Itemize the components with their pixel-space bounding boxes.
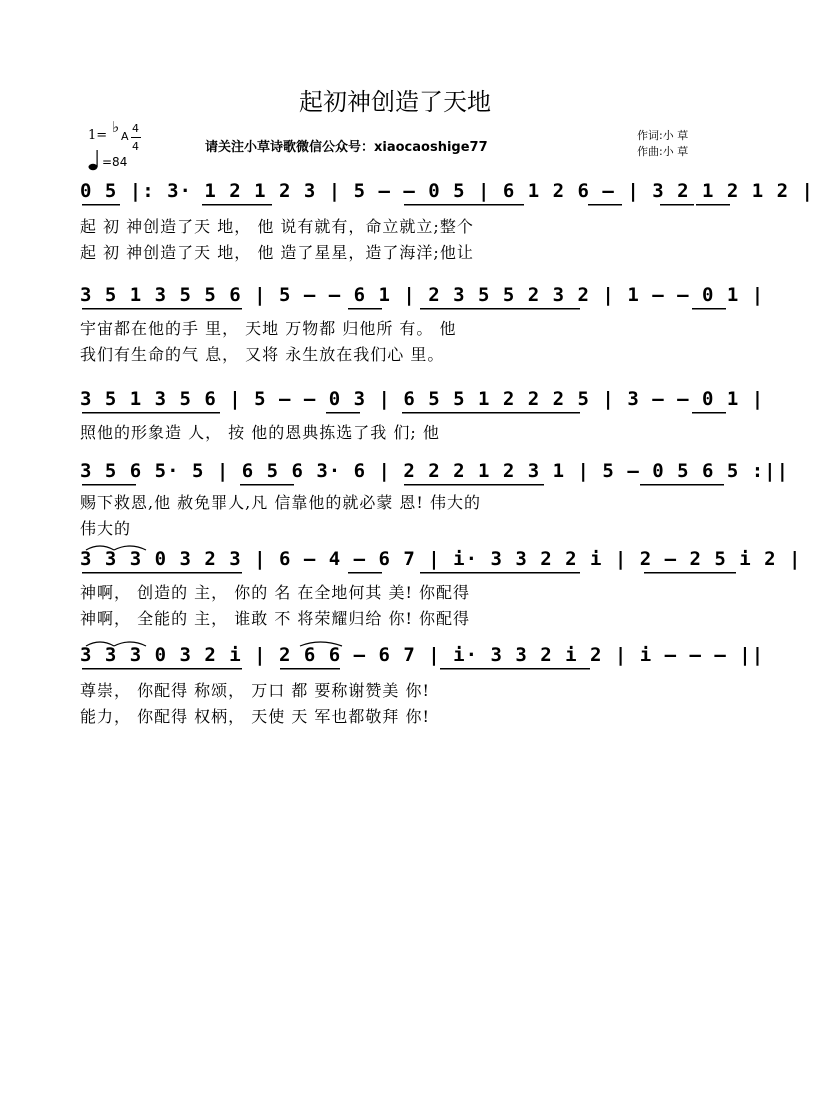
notes-line-2: 3 5 1 3 5 5 6 | 5 – – 6 1 | 2 3 5 5 2 3 2 | 1 – – 0 1 | xyxy=(80,284,765,306)
flat-icon: ♭ xyxy=(112,118,120,136)
lyric-line-5b: 神啊， 全能的 主， 谁敢 不 将荣耀归给 你! 你配得 xyxy=(80,609,471,628)
lyric-line-6b: 能力， 你配得 权柄， 天使 天 军也都敬拜 你! xyxy=(80,707,430,726)
key-letter: A xyxy=(121,130,129,143)
lyric-line-5a: 神啊， 创造的 主， 你的 名 在全地何其 美! 你配得 xyxy=(80,583,471,602)
lyric-line-6a: 尊崇， 你配得 称颂， 万口 都 要称谢赞美 你! xyxy=(80,681,430,700)
time-signature-bottom: 4 xyxy=(132,140,139,153)
notes-line-1: 0 5 |: 3· 1 2 1 2 3 | 5 – – 0 5 | 6 1 2 6 – | 3 2 1 2 1 2 | xyxy=(80,180,814,202)
score-line-6 xyxy=(80,642,765,676)
score-line-5 xyxy=(80,546,802,580)
tempo-marking: =84 xyxy=(102,155,128,169)
composer-credit: 作曲:小 草 xyxy=(637,145,689,158)
credits xyxy=(637,128,688,160)
score-line-4 xyxy=(80,458,790,492)
lyric-line-2a: 宇宙都在他的手 里， 天地 万物都 归他所 有。 他 xyxy=(80,319,457,338)
quarter-note-icon xyxy=(88,148,102,172)
notes-line-3: 3 5 1 3 5 6 | 5 – – 0 3 | 6 5 5 1 2 2 2 5 | 3 – – 0 1 | xyxy=(80,388,765,410)
score-line-1 xyxy=(80,178,814,212)
promo-text: 请关注小草诗歌微信公众号：xiaocaoshige77 xyxy=(205,140,488,155)
lyric-line-2b: 我们有生命的气 息， 又将 永生放在我们心 里。 xyxy=(80,345,445,364)
notes-line-5: 3 3 3 0 3 2 3 | 6 – 4 – 6 7 | i· 3 3 2 2 i | 2 – 2 5 i 2 | xyxy=(80,548,802,570)
time-signature-top: 4 xyxy=(132,122,139,135)
time-signature-divider xyxy=(131,137,141,138)
lyric-line-3a: 照他的形象造 人， 按 他的恩典拣选了我 们; 他 xyxy=(80,423,440,442)
score-line-2 xyxy=(80,282,765,316)
lyricist-credit: 作词:小 草 xyxy=(637,129,689,142)
lyric-line-4b: 伟大的 xyxy=(80,519,132,538)
lyric-line-1a: 起 初 神创造了天 地， 他 说有就有，命立就立;整个 xyxy=(80,217,474,236)
score-line-3 xyxy=(80,386,765,420)
song-title: 起初神创造了天地 xyxy=(299,88,491,116)
notes-line-4: 3 5 6 5· 5 | 6 5 6 3· 6 | 2 2 2 1 2 3 1 | 5 – 0 5 6 5 :|| xyxy=(80,460,790,482)
lyric-line-1b: 起 初 神创造了天 地， 他 造了星星，造了海洋;他让 xyxy=(80,243,474,262)
lyric-line-4a: 赐下救恩,他 赦免罪人,凡 信靠他的就必蒙 恩! 伟大的 xyxy=(80,493,481,512)
key-signature: 1= xyxy=(88,128,108,143)
notes-line-6: 3 3 3 0 3 2 i | 2 6 6 – 6 7 | i· 3 3 2 i 2 | i – – – || xyxy=(80,644,765,666)
